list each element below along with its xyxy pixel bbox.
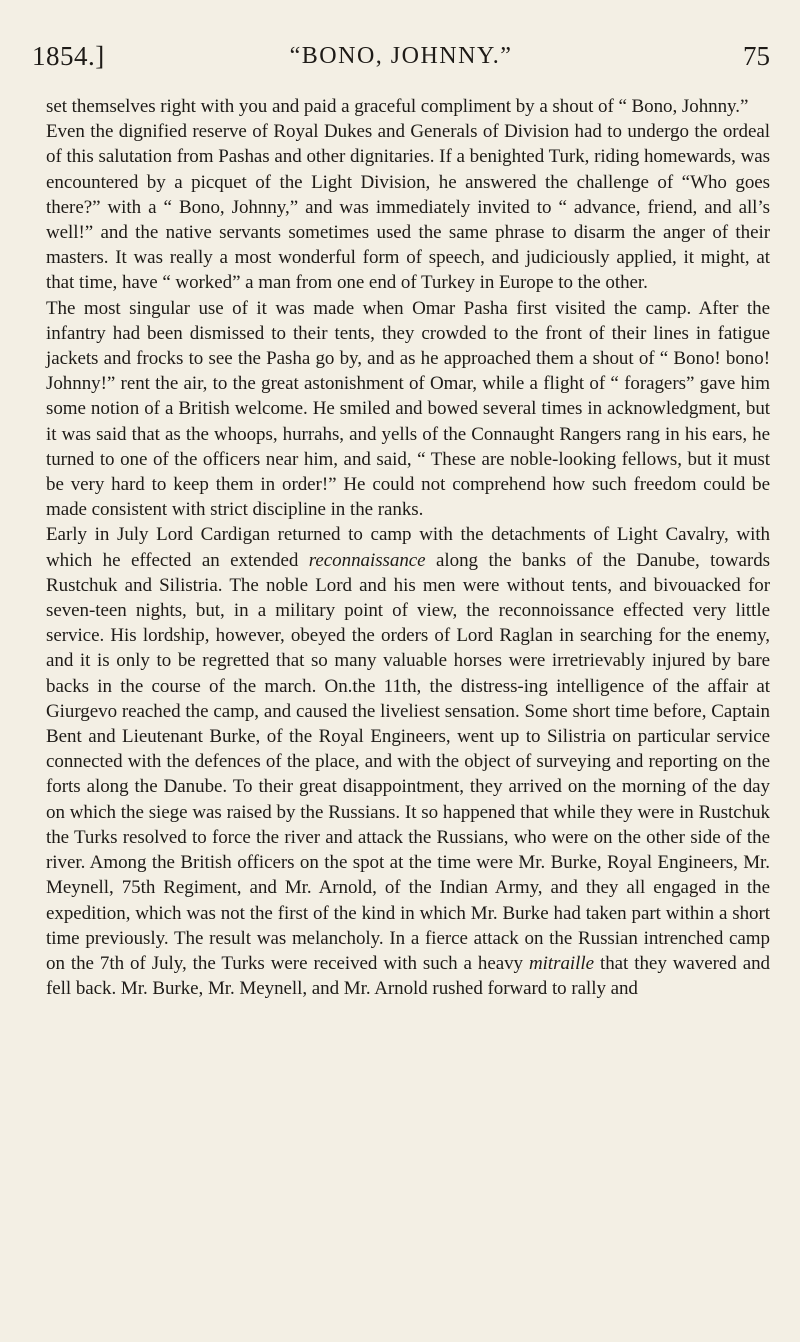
paragraph-4-text-b: along the banks of the Danube, towards Rustchuk and Silistria. The noble Lord and his men were without tents, and bivouacked for seven-teen nights, but, in a military point of view, the reconnoissance effected very little service. His lordship, however, obeyed the orders of Lord Raglan in searching for the enemy, and it is only to be regretted that so many valuable horses were irretrievably injured by bare backs in the course of the march. On.the 11th, the distress-ing intelligence of the affair at Giurgevo reached the camp, and caused the liveliest sensation. Some short time before, Captain Bent and Lieutenant Burke, of the Royal Engineers, went up to Silistria on particular service connected with the defences of the place, and with the object of surveying and reporting on the forts along the Danube. To their great disappointment, they arrived on the morning of the day on which the siege was raised by the Russians. It so happened that while they were in Rustchuk the Turks resolved to force the river and attack the Russians, who were on the other side of the river. Among the British officers on the spot at the time were Mr. Burke, Royal Engineers, Mr. Meynell, 75th Regiment, and Mr. Arnold, of the Indian Army, and they all engaged in the expedition, which was not the first of the kind in which Mr. Burke had taken part within a short time previously. The result was melancholy. In a fierce attack on the Russian intrenched camp on the 7th of July, the Turks were received with such a heavy (46, 549, 770, 974)
paragraph-4-text-c: that they wavered and fell back. Mr. Burke, Mr. Meynell, and Mr. Arnold rushed forward to rally and (46, 952, 771, 1000)
paragraph-3-text: The most singular use of it was made when Omar Pasha first visited the camp. After the infantry had been dismissed to their tents, they crowded to the front of their lines in fatigue jackets and frocks to see the Pasha go by, and as he approached them a shout of “ Bono! bono! Johnny!” rent the air, to the great astonishment of Omar, while a flight of “ foragers” gave him some notion of a British welcome. He smiled and bowed several times in acknowledgment, but it was said that as the whoops, hurrahs, and yells of the Connaught Rangers rang in his ears, he turned to one of the officers near him, and said, “ These are noble-looking fellows, but it must be very hard to keep them in order!” He could not comprehend how such freedom could be made consistent with strict discipline in the ranks. (46, 297, 770, 521)
running-head-title: “BONO, JOHNNY.” (289, 43, 513, 69)
paragraph-4 (46, 522, 770, 1001)
paragraph-2-text: Even the dignified reserve of Royal Dukes and Generals of Division had to undergo the ordeal of this salutation from Pashas and other dignitaries. If a benighted Turk, riding homewards, was encountered by a picquet of the Light Division, he answered the challenge of “Who goes there?” with a “ Bono, Johnny,” and was immediately invited to “ advance, friend, and all’s well!” and the native servants sometimes used the same phrase to disarm the anger of their masters. It was really a most wonderful form of speech, and judiciously applied, it might, at that time, have “ worked” a man from one end of Turkey in Europe to the other. (46, 121, 770, 294)
body-text (46, 94, 770, 1001)
running-head-year: 1854.] (32, 41, 105, 71)
paragraph-1 (46, 94, 770, 119)
page-number: 75 (743, 41, 770, 71)
paragraph-2 (46, 119, 770, 295)
paragraph-4-text-a: Early in July Lord Cardigan returned to camp with the detachments of Light Cavalry, with which he effected an extended (46, 524, 770, 571)
italic-mitraille: mitraille (529, 952, 594, 974)
italic-reconnaissance: reconnaissance (308, 549, 426, 571)
running-head (32, 36, 770, 76)
paragraph-1-text: set themselves right with you and paid a graceful compliment by a shout of “ Bono, Johnny.” (46, 96, 749, 117)
paragraph-3 (46, 296, 770, 523)
